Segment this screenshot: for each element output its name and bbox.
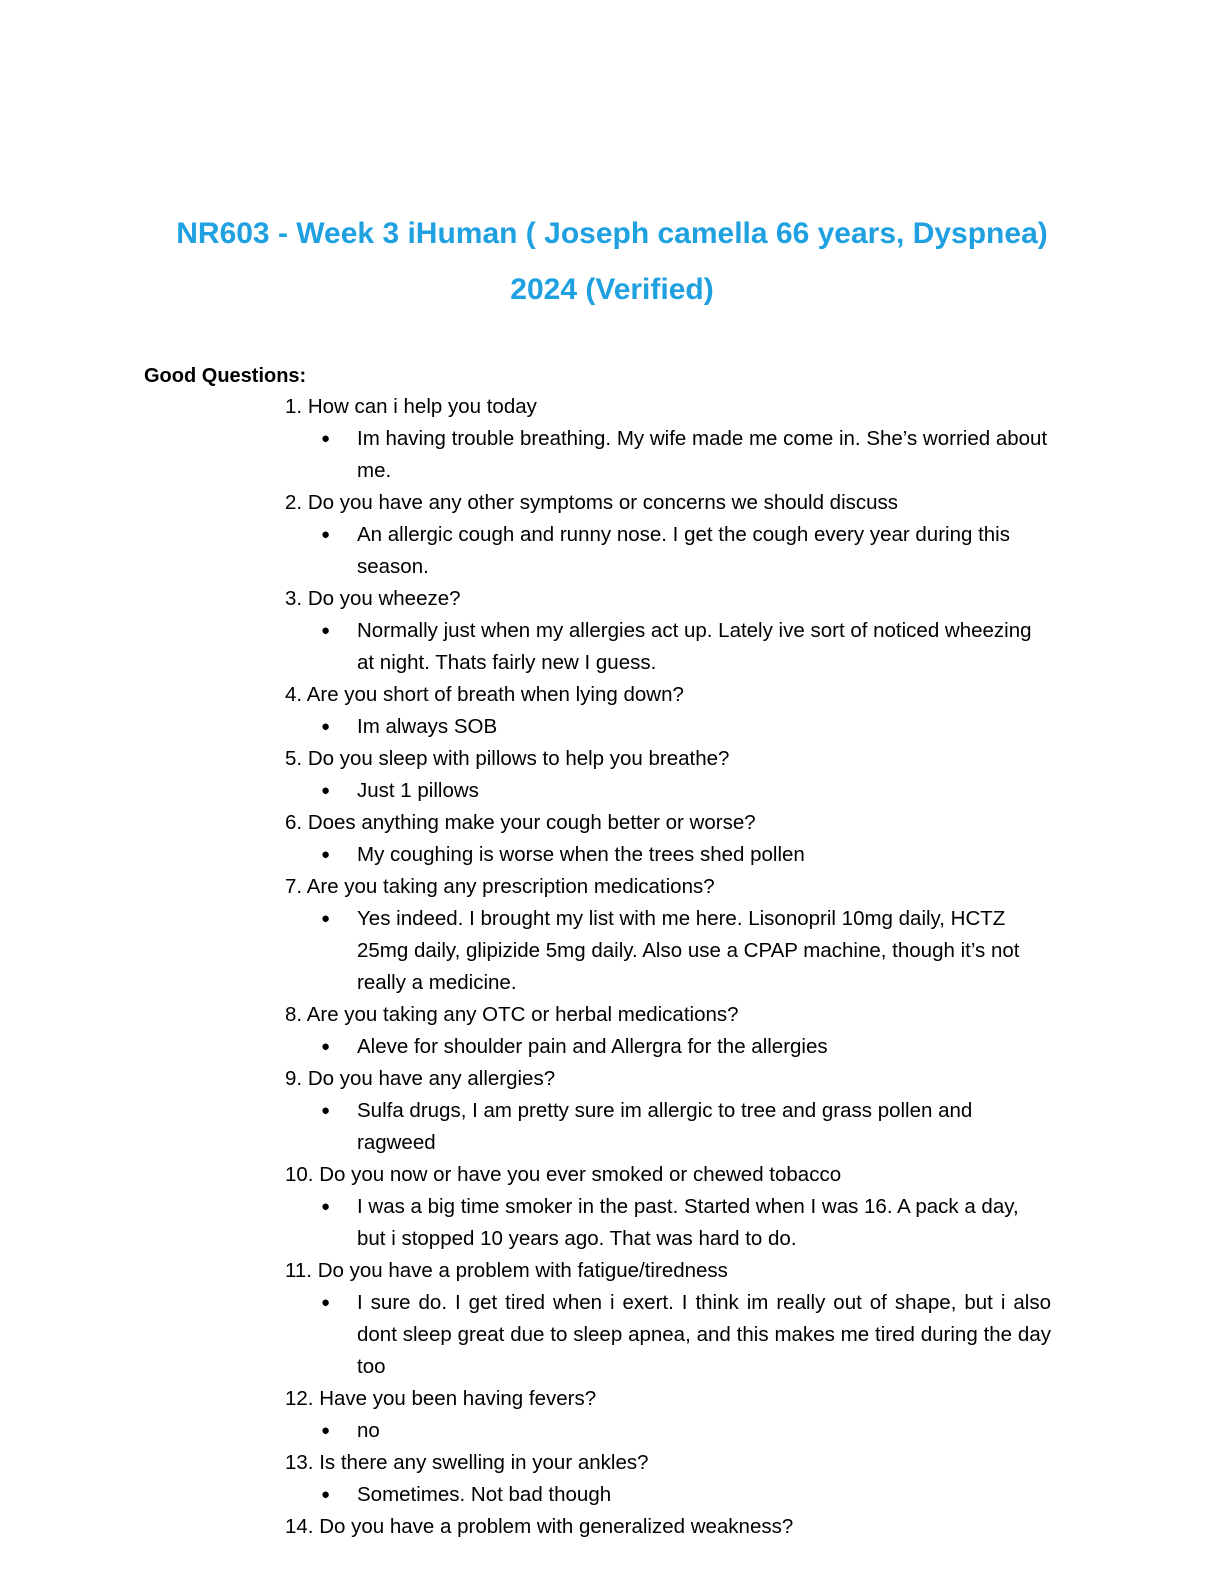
bullet-icon: ● (321, 782, 331, 799)
question-number: 6. (285, 811, 303, 834)
question-text: 11. Do you have a problem with fatigue/tiredness (285, 1259, 728, 1282)
list-item (285, 391, 1065, 487)
answer-text: I sure do. I get tired when i exert. I think im really out of shape, but i also dont sleep great due to sleep apnea, and this makes me tired during the day too (357, 1291, 1051, 1378)
list-item (285, 1159, 1065, 1255)
question-text: 3. Do you wheeze? (285, 587, 461, 610)
document-title (120, 206, 1104, 318)
answer-text: I was a big time smoker in the past. Started when I was 16. A pack a day, but i stopped 10 years ago. That was hard to do. (357, 1195, 1019, 1250)
bullet-icon: ● (321, 846, 331, 863)
list-item (285, 807, 1065, 871)
question-number: 12. (285, 1387, 314, 1410)
list-item (285, 1063, 1065, 1159)
question-number: 2. (285, 491, 303, 514)
question-number: 1. (285, 395, 303, 418)
question-number: 7. (285, 875, 303, 898)
title-line-2: 2024 (Verified) (510, 273, 714, 306)
question-number: 13. (285, 1451, 314, 1474)
question-text: 5. Do you sleep with pillows to help you breathe? (285, 747, 730, 770)
answer-bullet (285, 903, 1051, 999)
question-number: 9. (285, 1067, 303, 1090)
question-text: 6. Does anything make your cough better or worse? (285, 811, 756, 834)
answer-bullet (285, 1287, 1051, 1383)
list-item (285, 999, 1065, 1063)
list-item (285, 1255, 1065, 1383)
bullet-icon: ● (321, 1294, 331, 1311)
answer-bullet (285, 1191, 1051, 1255)
answer-bullet (285, 1031, 1051, 1063)
list-item (285, 1511, 1065, 1543)
answer-text: My coughing is worse when the trees shed pollen (357, 843, 805, 866)
question-text: 13. Is there any swelling in your ankles? (285, 1451, 649, 1474)
answer-text: An allergic cough and runny nose. I get the cough every year during this season. (357, 523, 1010, 578)
answer-text: Im having trouble breathing. My wife made me come in. She’s worried about me. (357, 427, 1048, 482)
question-text: 14. Do you have a problem with generalized weakness? (285, 1515, 794, 1538)
list-item (285, 1447, 1065, 1511)
answer-text: Yes indeed. I brought my list with me here. Lisonopril 10mg daily, HCTZ 25mg daily, glipizide 5mg daily. Also use a CPAP machine, though it’s not really a medicine. (357, 907, 1020, 994)
answer-bullet (285, 1479, 1051, 1511)
question-text: 4. Are you short of breath when lying down? (285, 683, 684, 706)
question-number: 10. (285, 1163, 314, 1186)
bullet-icon: ● (321, 910, 331, 927)
answer-bullet (285, 615, 1051, 679)
question-number: 3. (285, 587, 303, 610)
question-text: 1. How can i help you today (285, 395, 537, 418)
list-item (285, 679, 1065, 743)
answer-bullet (285, 1095, 1051, 1159)
question-number: 4. (285, 683, 303, 706)
title-line-1: NR603 - Week 3 iHuman ( Joseph camella 66 years, Dyspnea) (176, 217, 1048, 250)
question-text: 9. Do you have any allergies? (285, 1067, 556, 1090)
bullet-icon: ● (321, 622, 331, 639)
answer-text: Aleve for shoulder pain and Allergra for the allergies (357, 1035, 828, 1058)
section-heading: Good Questions: (144, 365, 307, 387)
bullet-icon: ● (321, 1038, 331, 1055)
answer-text: Sulfa drugs, I am pretty sure im allergic to tree and grass pollen and ragweed (357, 1099, 973, 1154)
answer-bullet (285, 711, 1051, 743)
question-text: 7. Are you taking any prescription medications? (285, 875, 715, 898)
answer-bullet (285, 775, 1051, 807)
bullet-icon: ● (321, 1198, 331, 1215)
answer-text: Normally just when my allergies act up. Lately ive sort of noticed wheezing at night. Thats fairly new I guess. (357, 619, 1032, 674)
answer-bullet (285, 1415, 1051, 1447)
answer-text: no (357, 1419, 380, 1442)
question-number: 11. (285, 1259, 312, 1282)
answer-text: Just 1 pillows (357, 779, 479, 802)
question-text: 2. Do you have any other symptoms or concerns we should discuss (285, 491, 899, 514)
list-item (285, 487, 1065, 583)
bullet-icon: ● (321, 430, 331, 447)
bullet-icon: ● (321, 526, 331, 543)
question-list (285, 391, 1065, 1543)
answer-bullet (285, 519, 1051, 583)
answer-bullet (285, 423, 1051, 487)
list-item (285, 743, 1065, 807)
list-item (285, 871, 1065, 999)
question-text: 8. Are you taking any OTC or herbal medications? (285, 1003, 739, 1026)
bullet-icon: ● (321, 1102, 331, 1119)
bullet-icon: ● (321, 718, 331, 735)
list-item (285, 1383, 1065, 1447)
answer-text: Im always SOB (357, 715, 498, 738)
question-number: 8. (285, 1003, 303, 1026)
question-text: 10. Do you now or have you ever smoked or chewed tobacco (285, 1163, 842, 1186)
answer-bullet (285, 839, 1051, 871)
question-text: 12. Have you been having fevers? (285, 1387, 597, 1410)
question-number: 5. (285, 747, 303, 770)
bullet-icon: ● (321, 1486, 331, 1503)
list-item (285, 583, 1065, 679)
bullet-icon: ● (321, 1422, 331, 1439)
answer-text: Sometimes. Not bad though (357, 1483, 612, 1506)
question-number: 14. (285, 1515, 314, 1538)
